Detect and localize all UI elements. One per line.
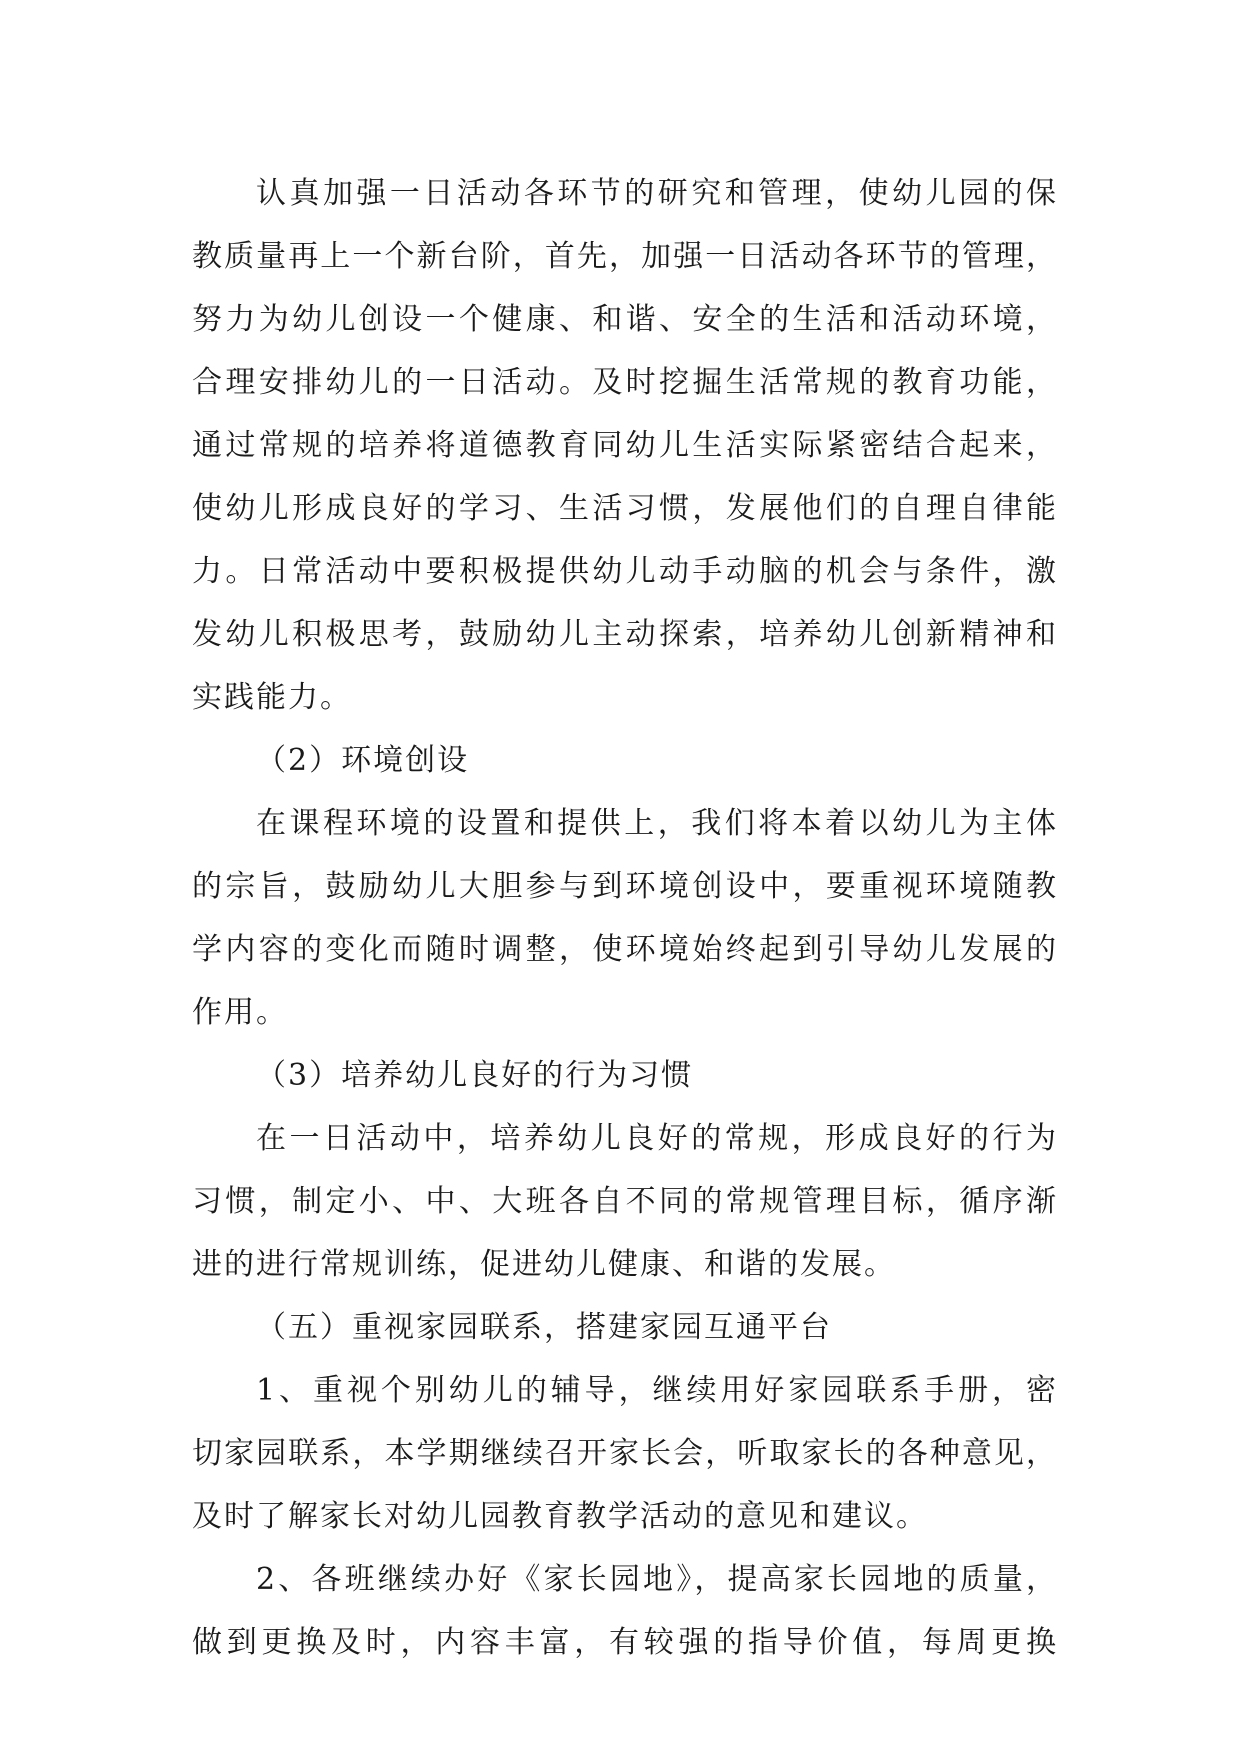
body-line: 教质量再上一个新台阶，首先，加强一日活动各环节的管理，: [192, 239, 1058, 274]
body-line: 习惯，制定小、中、大班各自不同的常规管理目标，循序渐: [192, 1184, 1058, 1219]
body-line: 力。日常活动中要积极提供幼儿动手动脑的机会与条件，激: [192, 554, 1058, 589]
body-line: 通过常规的培养将道德教育同幼儿生活实际紧密结合起来，: [192, 428, 1058, 463]
body-line: 实践能力。: [192, 680, 352, 715]
body-line: 使幼儿形成良好的学习、生活习惯，发展他们的自理自律能: [192, 491, 1058, 526]
body-line: 2、各班继续办好《家长园地》，提高家长园地的质量，: [256, 1562, 1058, 1597]
section-heading-habits: （3）培养幼儿良好的行为习惯: [256, 1058, 694, 1093]
body-line: 作用。: [192, 995, 288, 1030]
body-line: 合理安排幼儿的一日活动。及时挖掘生活常规的教育功能，: [192, 365, 1058, 400]
section-heading-environment: （2）环境创设: [256, 743, 470, 778]
document-body: [192, 162, 1058, 1674]
body-line: 发幼儿积极思考，鼓励幼儿主动探索，培养幼儿创新精神和: [192, 617, 1058, 652]
section-heading-home-school: （五）重视家园联系，搭建家园互通平台: [256, 1310, 832, 1345]
body-line: 学内容的变化而随时调整，使环境始终起到引导幼儿发展的: [192, 932, 1058, 967]
body-line: 进的进行常规训练，促进幼儿健康、和谐的发展。: [192, 1247, 896, 1282]
body-line: 切家园联系，本学期继续召开家长会，听取家长的各种意见，: [192, 1436, 1058, 1471]
body-line: 认真加强一日活动各环节的研究和管理，使幼儿园的保: [256, 176, 1058, 211]
body-line: 在一日活动中，培养幼儿良好的常规，形成良好的行为: [256, 1121, 1058, 1156]
body-line: 努力为幼儿创设一个健康、和谐、安全的生活和活动环境，: [192, 302, 1058, 337]
body-line: 的宗旨，鼓励幼儿大胆参与到环境创设中，要重视环境随教: [192, 869, 1058, 904]
body-line: 在课程环境的设置和提供上，我们将本着以幼儿为主体: [256, 806, 1058, 841]
body-line: 及时了解家长对幼儿园教育教学活动的意见和建议。: [192, 1499, 928, 1534]
body-line: 做到更换及时，内容丰富，有较强的指导价值，每周更换: [192, 1625, 1058, 1660]
body-line: 1、重视个别幼儿的辅导，继续用好家园联系手册，密: [256, 1373, 1058, 1408]
